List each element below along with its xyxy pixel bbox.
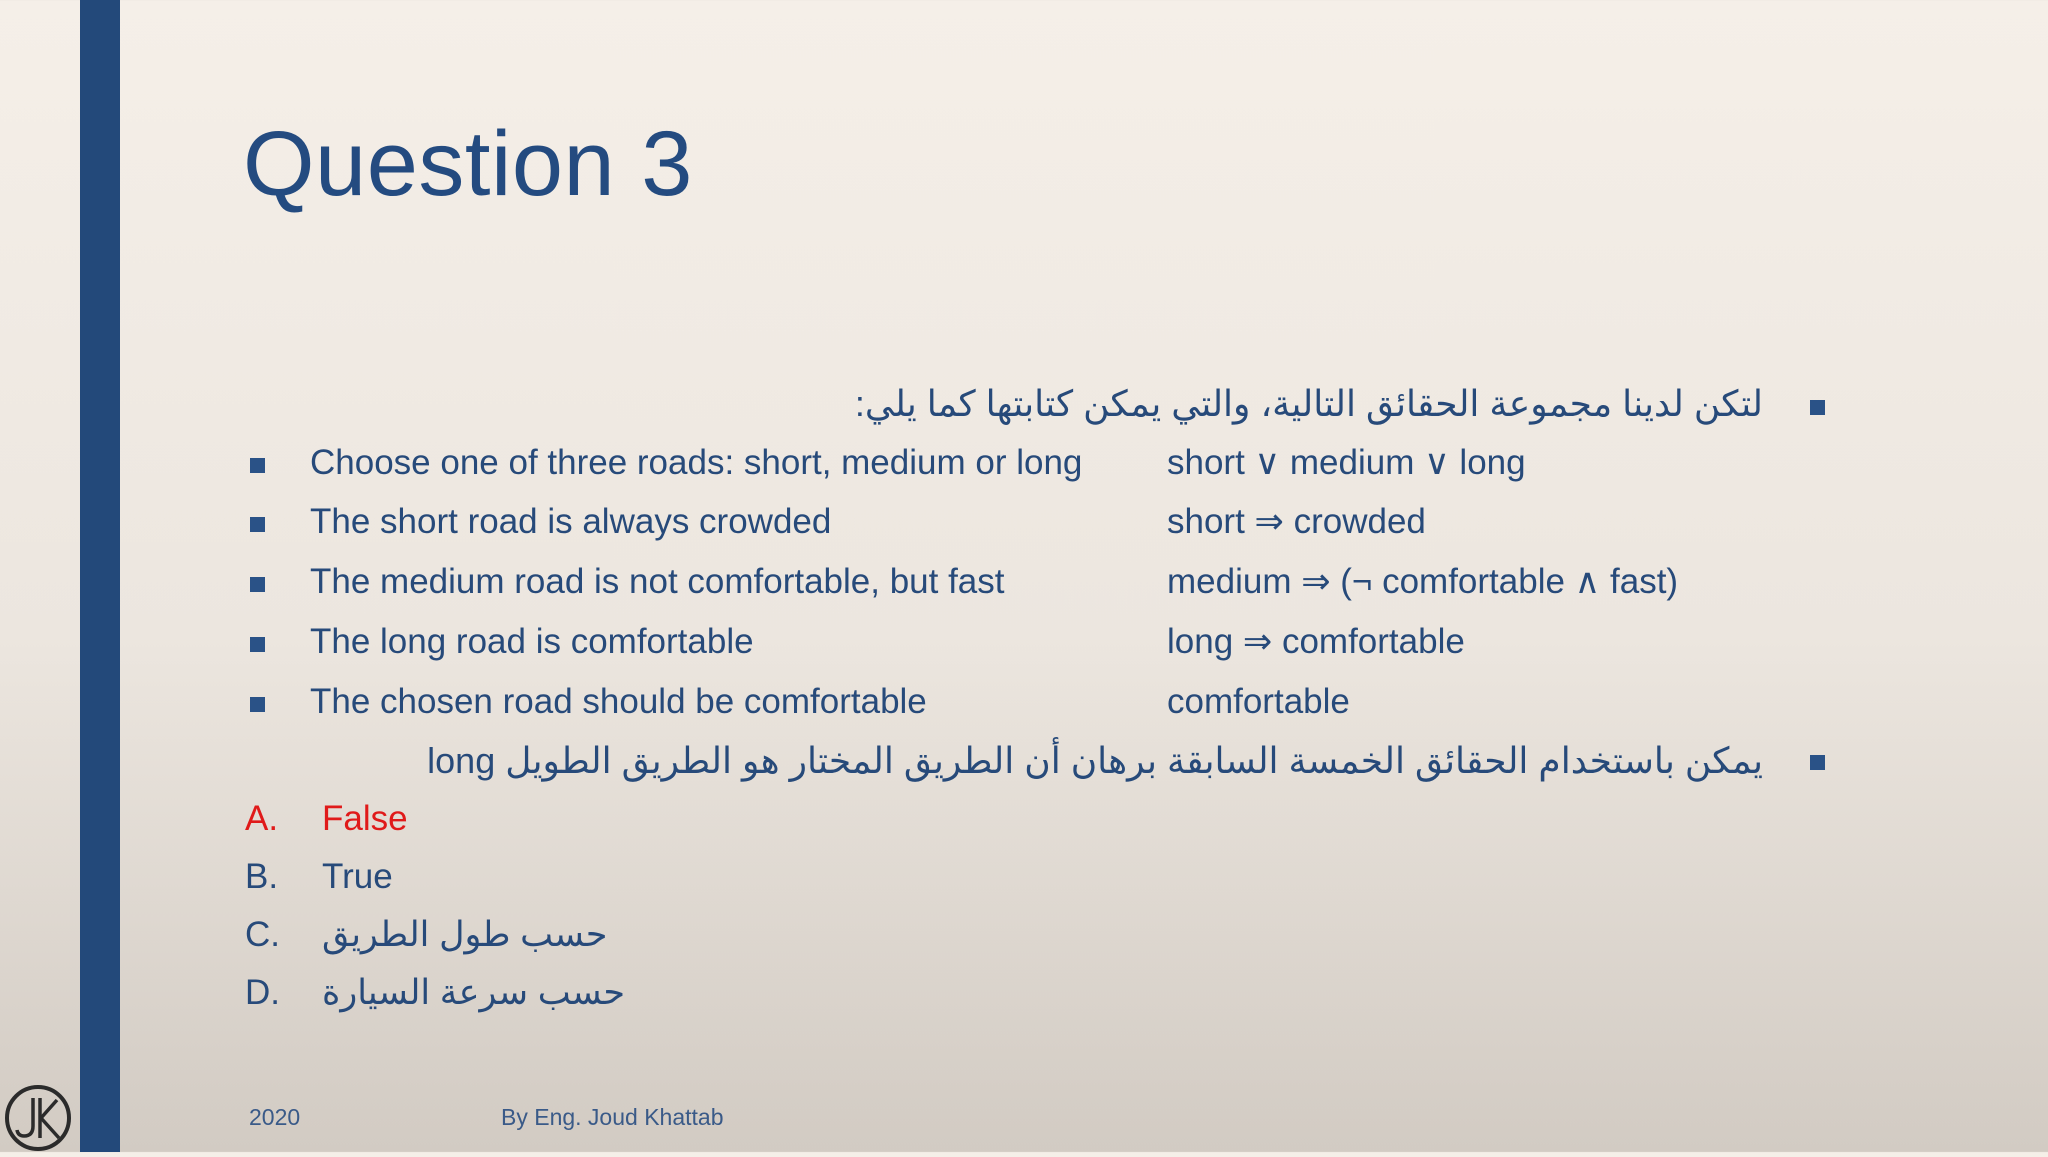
option-c[interactable] [0, 911, 2048, 959]
slide-title: Question 3 [243, 113, 693, 215]
fact-formula: comfortable [1167, 682, 1350, 721]
square-bullet-icon [250, 577, 265, 592]
fact-row [0, 618, 2048, 666]
arabic-question-row [0, 737, 2048, 785]
footer-year: 2020 [249, 1104, 301, 1130]
option-letter: B. [245, 857, 279, 896]
fact-formula: long ⇒ comfortable [1167, 622, 1465, 661]
option-text: False [322, 799, 408, 838]
fact-formula: short ⇒ crowded [1167, 502, 1426, 541]
fact-row [0, 498, 2048, 546]
fact-formula: medium ⇒ (¬ comfortable ∧ fast) [1167, 562, 1679, 601]
option-letter: D. [245, 973, 280, 1012]
square-bullet-icon [250, 517, 265, 532]
fact-row [0, 678, 2048, 726]
fact-text: The long road is comfortable [310, 622, 754, 661]
arabic-intro-text: لتكن لدينا مجموعة الحقائق التالية، والتي يمكن كتابتها كما يلي: [854, 383, 1763, 424]
option-b[interactable] [0, 853, 2048, 901]
option-text: True [322, 857, 393, 896]
fact-text: The medium road is not comfortable, but fast [310, 562, 1005, 601]
square-bullet-icon [250, 637, 265, 652]
fact-text: Choose one of three roads: short, medium or long [310, 443, 1083, 482]
fact-text: The short road is always crowded [310, 502, 832, 541]
fact-text: The chosen road should be comfortable [310, 682, 927, 721]
option-letter: A. [245, 799, 279, 838]
arabic-intro-row [0, 380, 2048, 428]
arabic-question-text: يمكن باستخدام الحقائق الخمسة السابقة برهان أن الطريق المختار هو الطريق الطويل long [427, 740, 1763, 781]
square-bullet-icon [250, 697, 265, 712]
fact-row [0, 558, 2048, 606]
option-letter: C. [245, 915, 280, 954]
option-a[interactable] [0, 795, 2048, 843]
option-text: حسب سرعة السيارة [322, 973, 626, 1012]
square-bullet-icon [250, 458, 265, 473]
square-bullet-icon [1810, 755, 1825, 770]
square-bullet-icon [1810, 400, 1825, 415]
option-d[interactable] [0, 969, 2048, 1017]
fact-row [0, 439, 2048, 487]
option-text: حسب طول الطريق [322, 915, 608, 954]
fact-formula: short ∨ medium ∨ long [1167, 443, 1526, 482]
jk-logo-icon [4, 1084, 72, 1152]
footer-author: By Eng. Joud Khattab [501, 1104, 724, 1130]
